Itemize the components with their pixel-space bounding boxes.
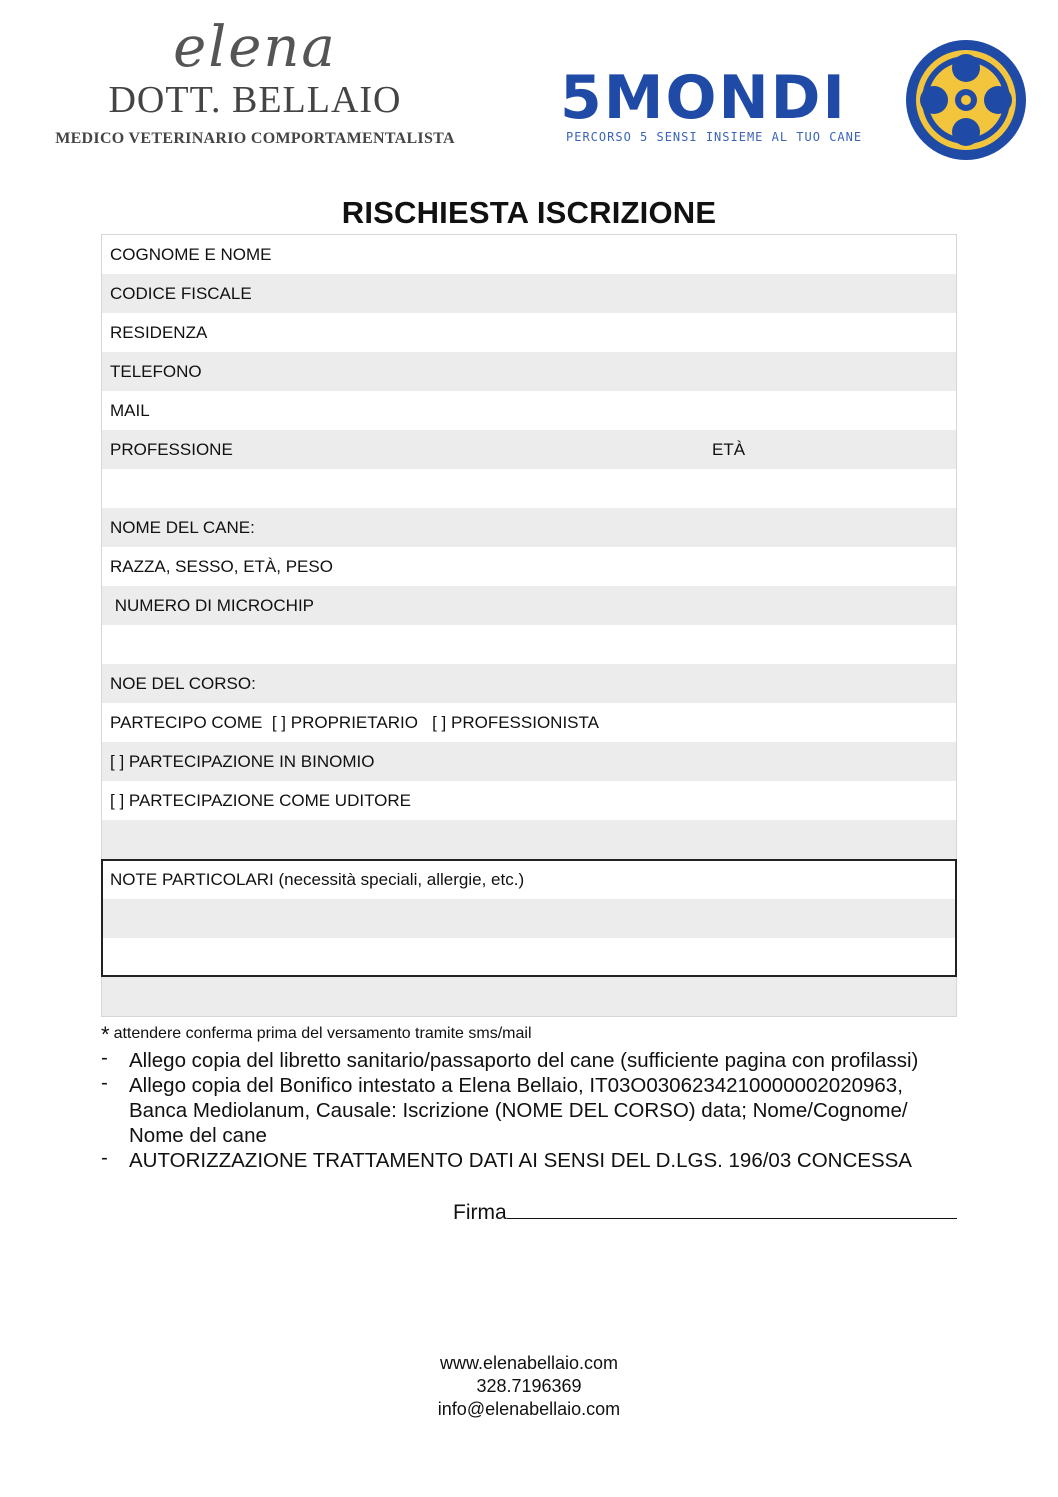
field-nome-cane[interactable]: NOME DEL CANE:	[102, 508, 956, 547]
5mondi-logo	[560, 38, 1030, 168]
option-partecipazione-binomio[interactable]: [ ] PARTECIPAZIONE IN BINOMIO	[102, 742, 956, 781]
page-title: RISCHIESTA ISCRIZIONE	[341, 195, 717, 230]
field-cognome-nome[interactable]: COGNOME E NOME	[110, 245, 272, 264]
5mondi-wordmark: 5MONDI	[560, 63, 847, 133]
field-eta-label: ETÀ	[712, 440, 746, 459]
logo-subtitle: MEDICO VETERINARIO COMPORTAMENTALISTA	[55, 130, 455, 147]
field-mail[interactable]: MAIL	[110, 401, 150, 420]
list-item	[101, 1148, 971, 1173]
option-partecipazione-uditore[interactable]: [ ] PARTECIPAZIONE COME UDITORE	[110, 791, 412, 810]
logo-script-name: elena	[173, 15, 337, 80]
field-nome-corso[interactable]: NOE DEL CORSO:	[102, 664, 956, 703]
blank-row	[102, 977, 956, 1016]
footnote-text: attendere conferma prima del versamento tramite sms/mail	[113, 1025, 532, 1042]
list-item	[101, 1073, 971, 1148]
field-partecipo-come[interactable]: PARTECIPO COME [ ] PROPRIETARIO [ ] PROFESSIONISTA	[110, 713, 599, 732]
blank-row	[102, 625, 956, 664]
field-telefono[interactable]: TELEFONO	[102, 352, 956, 391]
email-link[interactable]: info@elenabellaio.com	[437, 1399, 621, 1419]
bullet-dash: -	[101, 1146, 108, 1169]
bullet-dash: -	[101, 1046, 108, 1069]
field-codice-fiscale[interactable]: CODICE FISCALE	[102, 274, 956, 313]
notes-line[interactable]	[103, 938, 955, 975]
signature-line[interactable]	[507, 1198, 957, 1219]
phone-number: 328.7196369	[476, 1376, 582, 1396]
notes-line[interactable]	[103, 899, 955, 938]
5mondi-emblem-icon	[904, 38, 1028, 162]
list-item-text: Allego copia del libretto sanitario/passaporto del cane (sufficiente pagina con profilassi)	[129, 1049, 919, 1072]
field-professione-label: PROFESSIONE	[110, 440, 233, 459]
5mondi-tagline: PERCORSO 5 SENSI INSIEME AL TUO CANE	[566, 130, 863, 144]
field-residenza[interactable]: RESIDENZA	[110, 323, 208, 342]
list-item-text: Allego copia del Bonifico intestato a Elena Bellaio, IT03O0306234210000002020963, Banca Mediolanum, Causale: Iscrizione (NOME DEL CORSO) data; Nome/Cognome/ Nome del cane	[129, 1074, 908, 1147]
blank-row	[102, 820, 956, 859]
field-razza-sesso-eta-peso[interactable]: RAZZA, SESSO, ETÀ, PESO	[110, 557, 333, 576]
logo-title: DOTT. BELLAIO	[108, 79, 402, 121]
attachments-list	[101, 1048, 971, 1173]
footnote-asterisk: *	[101, 1022, 110, 1047]
contacts-footer	[0, 1352, 1058, 1421]
blank-row	[102, 469, 956, 508]
registration-form	[101, 234, 957, 1017]
field-professione[interactable]	[102, 430, 956, 469]
notes-label: NOTE PARTICOLARI (necessità speciali, allergie, etc.)	[110, 870, 525, 889]
list-item-text: AUTORIZZAZIONE TRATTAMENTO DATI AI SENSI DEL D.LGS. 196/03 CONCESSA	[129, 1149, 912, 1172]
website-link[interactable]: www.elenabellaio.com	[439, 1353, 619, 1373]
signature-field[interactable]	[453, 1198, 957, 1225]
bullet-dash: -	[101, 1071, 108, 1094]
footnote	[101, 1022, 532, 1048]
elena-bellaio-logo	[40, 15, 470, 158]
signature-label: Firma	[453, 1201, 507, 1224]
list-item	[101, 1048, 971, 1073]
notes-box	[101, 859, 957, 977]
field-numero-microchip[interactable]: NUMERO DI MICROCHIP	[102, 586, 956, 625]
